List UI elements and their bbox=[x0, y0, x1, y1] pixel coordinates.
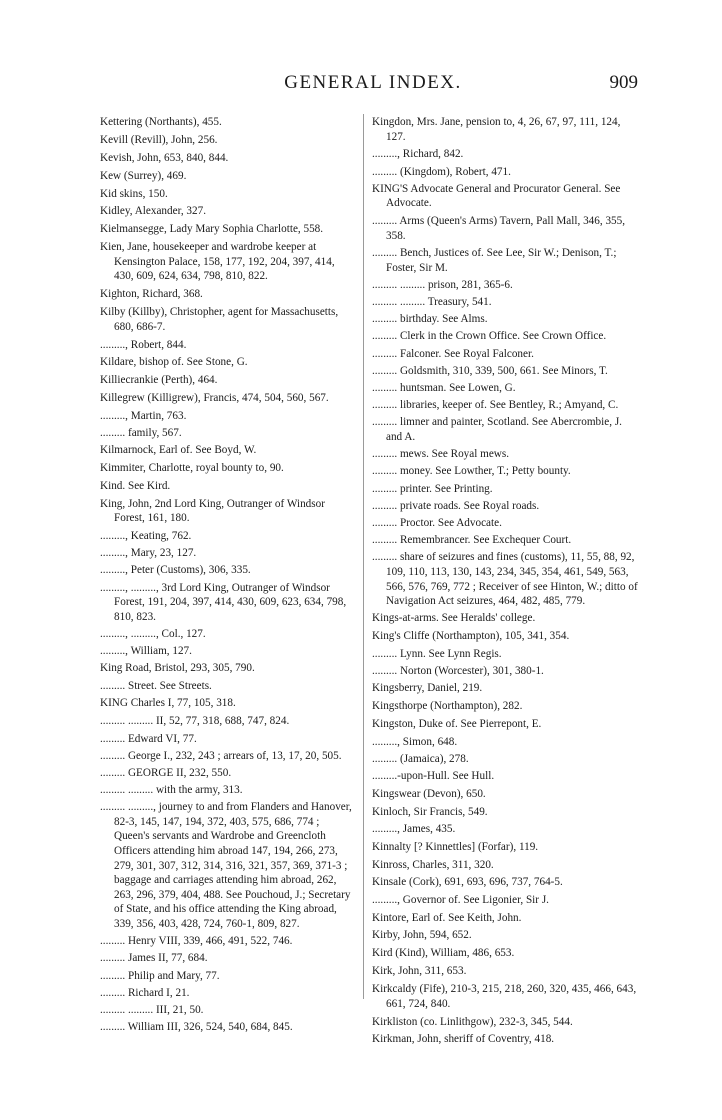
index-entry: ......... birthday. See Alms. bbox=[372, 313, 488, 326]
index-entry: Kingdon, Mrs. Jane, pension to, 4, 26, 67, 97, 111, 124, 127. bbox=[372, 116, 621, 143]
index-entry: ......... huntsman. See Lowen, G. bbox=[372, 382, 516, 395]
index-entry: ......... ......... with the army, 313. bbox=[100, 784, 243, 797]
index-entry: Kildare, bishop of. See Stone, G. bbox=[100, 355, 248, 368]
index-entry: Kettering (Northants), 455. bbox=[100, 116, 222, 128]
index-entry: ......... Proctor. See Advocate. bbox=[372, 516, 502, 529]
index-entry: ......... Bench, Justices of. See Lee, Sir W.; Denison, T.; Foster, Sir M. bbox=[372, 247, 617, 274]
index-entry: ......... ......... II, 52, 77, 318, 688, 747, 824. bbox=[100, 715, 290, 728]
index-entry: ......... William III, 326, 524, 540, 684, 845. bbox=[100, 1021, 293, 1034]
index-entry: ........., James, 435. bbox=[372, 823, 456, 836]
index-entry: ......... Lynn. See Lynn Regis. bbox=[372, 648, 502, 661]
index-entry: ........., Robert, 844. bbox=[100, 338, 187, 351]
index-entry: Kinross, Charles, 311, 320. bbox=[372, 858, 494, 871]
index-entry: ......... James II, 77, 684. bbox=[100, 952, 208, 965]
index-entry: Kirby, John, 594, 652. bbox=[372, 929, 472, 942]
index-entry: ........., ........., 3rd Lord King, Outranger of Windsor Forest, 191, 204, 397, 414, 430, 609, 623, 634, 798, 810, 823. bbox=[100, 581, 347, 623]
index-entry: ......... libraries, keeper of. See Bentley, R.; Amyand, C. bbox=[372, 399, 619, 412]
index-entry: ........., William, 127. bbox=[100, 645, 192, 658]
index-entry: ......... GEORGE II, 232, 550. bbox=[100, 766, 232, 779]
index-entry: ......... mews. See Royal mews. bbox=[372, 448, 510, 461]
index-entry: .........-upon-Hull. See Hull. bbox=[372, 770, 495, 783]
index-entry: Kinloch, Sir Francis, 549. bbox=[372, 805, 488, 818]
index-entry: Kings-at-arms. See Heralds' college. bbox=[372, 612, 536, 625]
index-entry: ......... (Kingdom), Robert, 471. bbox=[372, 165, 511, 178]
index-entry: ........., Richard, 842. bbox=[372, 148, 464, 161]
index-entry: Kinnalty [? Kinnettles] (Forfar), 119. bbox=[372, 840, 539, 853]
index-entry: ......... share of seizures and fines (customs), 11, 55, 88, 92, 109, 110, 113, 130, 143, 234, 345, 354, 461, 549, 563, 566, 576, 769, 772 ; Receiver of see Hinton, W.; ditto of Navigation Act seizures, 464, 482, 485, 779. bbox=[372, 551, 638, 608]
page-number: 909 bbox=[609, 72, 638, 93]
index-entry: Killegrew (Killigrew), Francis, 474, 504, 560, 567. bbox=[100, 391, 329, 404]
index-entry: ......... Goldsmith, 310, 339, 500, 661. See Minors, T. bbox=[372, 364, 608, 377]
index-entry: Kintore, Earl of. See Keith, John. bbox=[372, 911, 522, 924]
index-entry: KING'S Advocate General and Procurator General. See Advocate. bbox=[372, 182, 621, 210]
index-entry: ......... printer. See Printing. bbox=[372, 482, 493, 495]
index-entry: Kevish, John, 653, 840, 844. bbox=[100, 151, 229, 164]
index-entry: ......... Clerk in the Crown Office. See Crown Office. bbox=[372, 330, 607, 343]
index-entry: ......... money. See Lowther, T.; Petty bounty. bbox=[372, 465, 571, 478]
index-entry: ......... Norton (Worcester), 301, 380-1. bbox=[372, 665, 544, 678]
index-entry: Kevill (Revill), John, 256. bbox=[100, 133, 218, 146]
left-index-column bbox=[100, 115, 356, 1037]
index-entry: King, John, 2nd Lord King, Outranger of Windsor Forest, 161, 180. bbox=[100, 497, 325, 525]
index-entry: Kien, Jane, housekeeper and wardrobe keeper at Kensington Palace, 158, 177, 192, 204, 397, 414, 430, 609, 624, 634, 798, 810, 822. bbox=[100, 241, 335, 283]
index-entry: ......... George I., 232, 243 ; arrears of, 13, 17, 20, 505. bbox=[100, 749, 342, 762]
index-entry: ........., ........., Col., 127. bbox=[100, 628, 206, 641]
index-entry: Kirkcaldy (Fife), 210-3, 215, 218, 260, 320, 435, 466, 643, 661, 724, 840. bbox=[372, 983, 637, 1010]
index-entry: Kirkliston (co. Linlithgow), 232-3, 345, 544. bbox=[372, 1015, 573, 1028]
column-divider bbox=[363, 114, 364, 999]
index-entry: ......... Falconer. See Royal Falconer. bbox=[372, 347, 534, 360]
page-title: GENERAL INDEX. bbox=[284, 72, 462, 93]
index-entry: Killiecrankie (Perth), 464. bbox=[100, 373, 218, 386]
index-entry: King's Cliffe (Northampton), 105, 341, 354. bbox=[372, 630, 570, 643]
index-entry: ......... private roads. See Royal roads. bbox=[372, 499, 540, 512]
page-header bbox=[108, 72, 638, 96]
index-entry: Kirkman, John, sheriff of Coventry, 418. bbox=[372, 1033, 555, 1046]
index-entry: Kilmarnock, Earl of. See Boyd, W. bbox=[100, 443, 257, 456]
index-entry: ......... limner and painter, Scotland. See Abercrombie, J. and A. bbox=[372, 416, 622, 443]
index-entry: ......... ........., journey to and from Flanders and Hanover, 82-3, 145, 147, 194, 372, 403, 575, 686, 774 ; Queen's servants and Wardrobe and Greencloth Officers attending him abroad 147, 194, 266, 273, 279, 301, 307, 312, 314, 316, 321, 357, 369, 371-3 ; baggage and carriages attending him abroad, 262, 263, 296, 379, 404, 488. See Pouchoud, J.; Secretary of State, and his office attending the King abroad, 339, 356, 403, 428, 724, 760-1, 809, 827. bbox=[100, 801, 352, 931]
index-entry: ......... (Jamaica), 278. bbox=[372, 753, 469, 766]
index-entry: ......... ......... Treasury, 541. bbox=[372, 296, 492, 309]
index-entry: ........., Peter (Customs), 306, 335. bbox=[100, 564, 251, 577]
index-entry: ......... family, 567. bbox=[100, 426, 182, 439]
index-entry: KING Charles I, 77, 105, 318. bbox=[100, 697, 236, 710]
index-entry: ......... ......... III, 21, 50. bbox=[100, 1003, 204, 1016]
index-entry: Kielmansegge, Lady Mary Sophia Charlotte, 558. bbox=[100, 223, 324, 236]
index-entry: Kingswear (Devon), 650. bbox=[372, 787, 486, 800]
index-entry: Kingston, Duke of. See Pierrepont, E. bbox=[372, 718, 542, 731]
index-entry: ........., Simon, 648. bbox=[372, 736, 458, 749]
index-entry: Kidley, Alexander, 327. bbox=[100, 205, 207, 218]
index-entry: ........., Martin, 763. bbox=[100, 409, 187, 422]
index-entry: Kinsale (Cork), 691, 693, 696, 737, 764-5. bbox=[372, 876, 563, 889]
index-entry: ........., Keating, 762. bbox=[100, 530, 192, 543]
index-entry: ......... Edward VI, 77. bbox=[100, 732, 197, 745]
index-entry: Kimmiter, Charlotte, royal bounty to, 90. bbox=[100, 461, 284, 474]
index-entry: Kind. See Kird. bbox=[100, 479, 171, 492]
index-entry: ........., Mary, 23, 127. bbox=[100, 547, 197, 560]
index-entry: ......... Richard I, 21. bbox=[100, 986, 190, 999]
index-entry: ......... Remembrancer. See Exchequer Court. bbox=[372, 534, 572, 547]
index-entry: Kirk, John, 311, 653. bbox=[372, 965, 467, 978]
index-entry: Kingsberry, Daniel, 219. bbox=[372, 682, 483, 695]
index-entry: ......... Philip and Mary, 77. bbox=[100, 969, 220, 982]
index-entry: Kingsthorpe (Northampton), 282. bbox=[372, 700, 523, 713]
index-entry: Kird (Kind), William, 486, 653. bbox=[372, 947, 515, 960]
index-entry: Kilby (Killby), Christopher, agent for Massachusetts, 680, 686-7. bbox=[100, 306, 339, 333]
index-entry: ......... ......... prison, 281, 365-6. bbox=[372, 278, 513, 291]
right-index-column bbox=[372, 115, 638, 1050]
index-entry: ......... Street. See Streets. bbox=[100, 680, 212, 693]
index-entry: Kew (Surrey), 469. bbox=[100, 169, 187, 182]
index-entry: ........., Governor of. See Ligonier, Sir J. bbox=[372, 894, 549, 907]
index-entry: ......... Henry VIII, 339, 466, 491, 522, 746. bbox=[100, 935, 293, 948]
index-entry: Kighton, Richard, 368. bbox=[100, 288, 203, 301]
index-entry: ......... Arms (Queen's Arms) Tavern, Pall Mall, 346, 355, 358. bbox=[372, 215, 626, 242]
index-entry: King Road, Bristol, 293, 305, 790. bbox=[100, 662, 255, 675]
index-entry: Kid skins, 150. bbox=[100, 187, 168, 200]
